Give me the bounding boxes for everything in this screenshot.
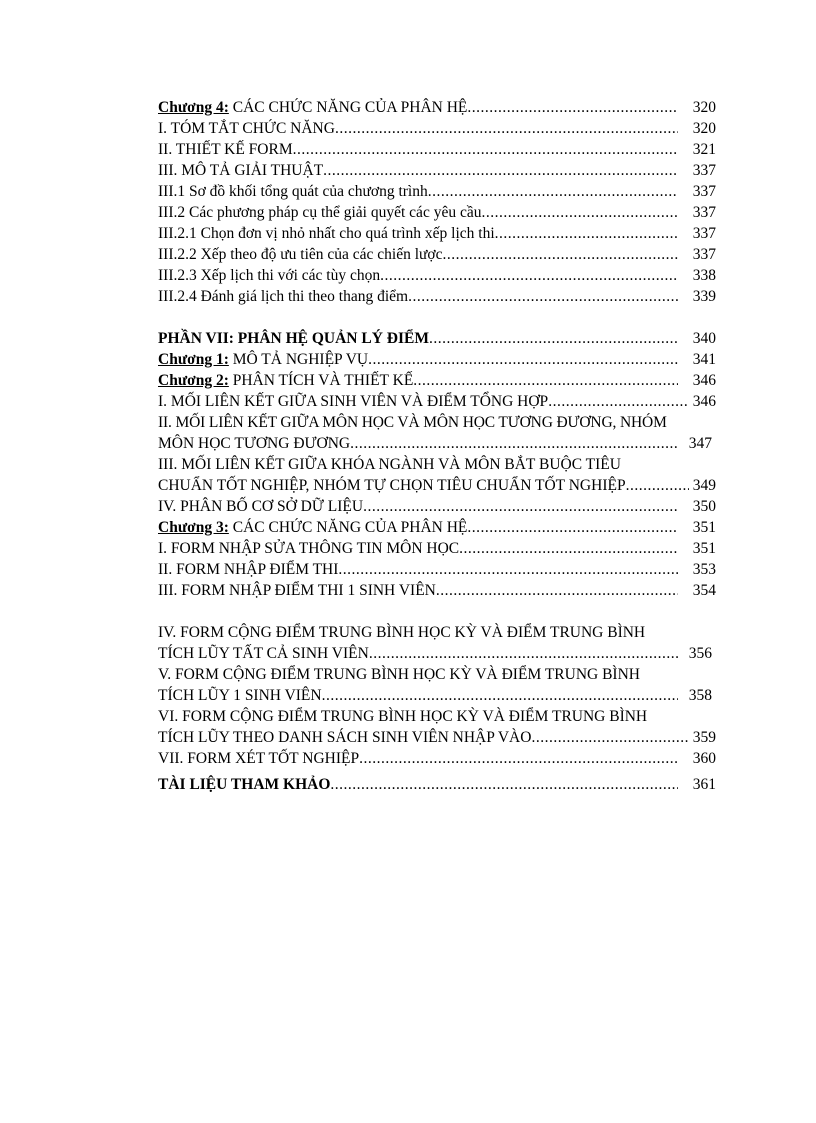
toc-entry[interactable] [158, 265, 716, 286]
dot-leader [495, 223, 678, 244]
toc-entry-title: III. FORM NHẬP ĐIỂM THI 1 SINH VIÊN [158, 582, 436, 599]
toc-entry-references[interactable] [158, 774, 716, 795]
toc-entry-title: III.2.3 Xếp lịch thi với các tùy chọn [158, 267, 381, 284]
dot-leader [323, 160, 678, 181]
chapter-label: Chương 3: [158, 519, 229, 536]
page-number: 358 [688, 687, 712, 704]
page-number: 320 [692, 99, 716, 116]
toc-entry-title: III.2.1 Chọn đơn vị nhỏ nhất cho quá trình xếp lịch thi [158, 225, 495, 242]
chapter-label: Chương 1: [158, 351, 229, 368]
dot-leader [338, 559, 678, 580]
dot-leader [436, 580, 678, 601]
toc-entry-title: III.2 Các phương pháp cụ thể giải quyết các yêu cầu [158, 204, 482, 221]
dot-leader [335, 118, 678, 139]
toc-entry-title: CHUẨN TỐT NGHIỆP, NHÓM TỰ CHỌN TIÊU CHUẨN TỐT NGHIỆP [158, 477, 626, 494]
page-number: 320 [692, 120, 716, 137]
dot-leader [380, 265, 678, 286]
toc-entry-title: CÁC CHỨC NĂNG CỦA PHÂN HỆ [228, 99, 468, 116]
page-number: 353 [692, 561, 716, 578]
toc-entry[interactable] [158, 538, 716, 559]
toc-entry-line1[interactable]: VI. FORM CỘNG ĐIỂM TRUNG BÌNH HỌC KỲ VÀ ĐIỂM TRUNG BÌNH [158, 708, 648, 725]
toc-entry-line1[interactable]: IV. FORM CỘNG ĐIỂM TRUNG BÌNH HỌC KỲ VÀ ĐIỂM TRUNG BÌNH [158, 624, 646, 641]
dot-leader [350, 433, 678, 454]
page-number: 337 [692, 225, 716, 242]
page-number: 346 [692, 393, 716, 410]
dot-leader [293, 139, 678, 160]
toc-entry-title: TÍCH LŨY 1 SINH VIÊN [158, 687, 322, 704]
dot-leader [363, 496, 678, 517]
toc-entry-title: PHÂN TÍCH VÀ THIẾT KẾ [228, 372, 414, 389]
page-number: 349 [692, 477, 716, 494]
page-number: 321 [692, 141, 716, 158]
toc-entry-title: I. TÓM TẮT CHỨC NĂNG [158, 120, 335, 137]
toc-entry[interactable] [158, 643, 716, 664]
toc-entry[interactable] [158, 223, 716, 244]
page-number: 341 [692, 351, 716, 368]
toc-entry[interactable] [158, 475, 716, 496]
chapter-label: Chương 2: [158, 372, 229, 389]
toc-entry-line1[interactable]: III. MỐI LIÊN KẾT GIỮA KHÓA NGÀNH VÀ MÔN BẮT BUỘC TIÊU [158, 456, 621, 473]
toc-entry-line1[interactable]: II. MỐI LIÊN KẾT GIỮA MÔN HỌC VÀ MÔN HỌC TƯƠNG ĐƯƠNG, NHÓM [158, 414, 667, 431]
toc-entry-title: II. THIẾT KẾ FORM [158, 141, 293, 158]
toc-entry[interactable] [158, 685, 716, 706]
page-number: 337 [692, 204, 716, 221]
toc-entry-chapter[interactable] [158, 370, 716, 391]
toc-entry[interactable] [158, 160, 716, 181]
page-number: 337 [692, 183, 716, 200]
toc-entry[interactable] [158, 433, 716, 454]
toc-entry-chapter[interactable] [158, 349, 716, 370]
toc-entry-title: III.2.2 Xếp theo độ ưu tiên của các chiến lược [158, 246, 443, 263]
page-number: 339 [692, 288, 716, 305]
toc-entry-title: TÍCH LŨY THEO DANH SÁCH SINH VIÊN NHẬP VÀO [158, 729, 532, 746]
toc-entry-line1[interactable]: V. FORM CỘNG ĐIỂM TRUNG BÌNH HỌC KỲ VÀ ĐIỂM TRUNG BÌNH [158, 666, 640, 683]
dot-leader [548, 391, 689, 412]
dot-leader [368, 349, 678, 370]
toc-entry-title: III.2.4 Đánh giá lịch thi theo thang điểm [158, 288, 409, 305]
dot-leader [359, 748, 678, 769]
page-number: 361 [692, 776, 716, 793]
dot-leader [322, 685, 678, 706]
toc-entry[interactable] [158, 118, 716, 139]
page-number: 350 [692, 498, 716, 515]
toc-entry[interactable] [158, 286, 716, 307]
toc-entry[interactable] [158, 580, 716, 601]
page-number: 337 [692, 162, 716, 179]
page-number: 359 [692, 729, 716, 746]
toc-entry-title: MÔ TẢ NGHIỆP VỤ [228, 351, 369, 368]
chapter-label: Chương 4: [158, 99, 229, 116]
references-title: TÀI LIỆU THAM KHẢO [158, 776, 331, 793]
dot-leader [467, 97, 678, 118]
toc-entry[interactable] [158, 244, 716, 265]
toc-entry-title: III.1 Sơ đồ khối tổng quát của chương trình [158, 183, 428, 200]
dot-leader [531, 727, 688, 748]
page-number: 354 [692, 582, 716, 599]
toc-entry-title: IV. PHÂN BỐ CƠ SỞ DỮ LIỆU [158, 498, 364, 515]
toc-entry-title: TÍCH LŨY TẤT CẢ SINH VIÊN [158, 645, 369, 662]
toc-entry-title: I. FORM NHẬP SỬA THÔNG TIN MÔN HỌC [158, 540, 460, 557]
dot-leader [429, 328, 678, 349]
toc-entry-chapter[interactable] [158, 97, 716, 118]
page-number: 346 [692, 372, 716, 389]
dot-leader [369, 643, 678, 664]
dot-leader [481, 202, 678, 223]
dot-leader [408, 286, 678, 307]
dot-leader [459, 538, 678, 559]
dot-leader [413, 370, 678, 391]
toc-entry-title: II. FORM NHẬP ĐIỂM THI [158, 561, 339, 578]
part-title: PHẦN VII: PHÂN HỆ QUẢN LÝ ĐIỂM [158, 330, 429, 347]
toc-entry-title: MÔN HỌC TƯƠNG ĐƯƠNG [158, 435, 351, 452]
toc-entry[interactable] [158, 202, 716, 223]
dot-leader [467, 517, 678, 538]
toc-entry-part[interactable] [158, 328, 716, 349]
toc-entry[interactable] [158, 181, 716, 202]
toc-entry[interactable] [158, 559, 716, 580]
toc-entry-chapter[interactable] [158, 517, 716, 538]
toc-entry-title: III. MÔ TẢ GIẢI THUẬT [158, 162, 324, 179]
toc-entry[interactable] [158, 496, 716, 517]
toc-entry-title: CÁC CHỨC NĂNG CỦA PHÂN HỆ [228, 519, 468, 536]
dot-leader [443, 244, 678, 265]
toc-entry[interactable] [158, 139, 716, 160]
toc-entry-title: VII. FORM XÉT TỐT NGHIỆP [158, 750, 360, 767]
page-number: 338 [692, 267, 716, 284]
page-number: 351 [692, 540, 716, 557]
dot-leader [626, 475, 689, 496]
page-number: 337 [692, 246, 716, 263]
page-number: 360 [692, 750, 716, 767]
toc-entry[interactable] [158, 727, 716, 748]
page-number: 347 [688, 435, 712, 452]
page-number: 340 [692, 330, 716, 347]
toc-entry[interactable] [158, 748, 716, 769]
dot-leader [428, 181, 678, 202]
toc-entry[interactable] [158, 391, 716, 412]
toc-entry-title: I. MỐI LIÊN KẾT GIỮA SINH VIÊN VÀ ĐIỂM TỔNG HỢP [158, 393, 549, 410]
page-number: 356 [688, 645, 712, 662]
page-number: 351 [692, 519, 716, 536]
dot-leader [330, 774, 678, 795]
